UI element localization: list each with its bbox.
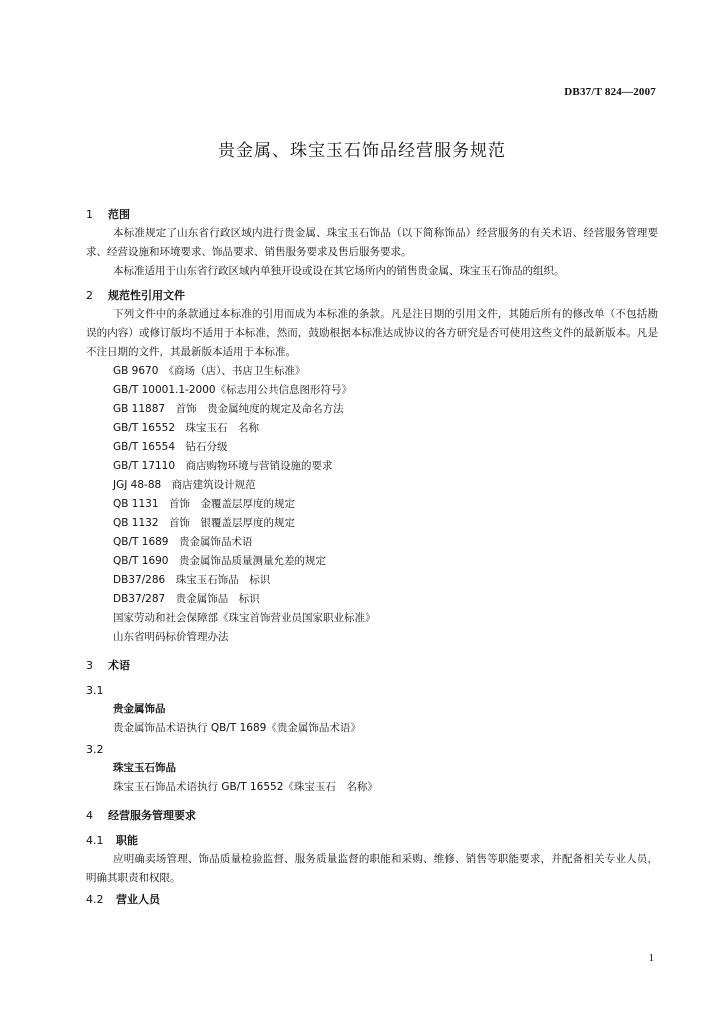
reference-item: GB 11887 首饰 贵金属纯度的规定及命名方法 — [113, 403, 344, 415]
reference-item: GB/T 17110 商店购物环境与营销设施的要求 — [113, 460, 333, 472]
paragraph: 应明确卖场管理、饰品质量检验监督、服务质量监督的职能和采购、维修、销售等职能要求，并配备相关专业人员，明确其职责和权限。 — [86, 853, 658, 884]
reference-item: 山东省明码标价管理办法 — [113, 631, 229, 643]
reference-item: GB/T 10001.1-2000《标志用公共信息图形符号》 — [113, 384, 353, 396]
section-number: 3 — [86, 659, 93, 672]
document-title: 贵金属、珠宝玉石饰品经营服务规范 — [218, 141, 506, 161]
term-name: 珠宝玉石饰品 — [113, 762, 176, 774]
section-number: 4 — [86, 809, 93, 822]
section-title: 范围 — [108, 208, 130, 221]
section-title: 术语 — [108, 659, 130, 672]
paragraph: 下列文件中的条款通过本标准的引用而成为本标准的条款。凡是注日期的引用文件，其随后所有的修改单（不包括勘误的内容）或修订版均不适用于本标准，然而，鼓励根据本标准达成协议的各方研究是否可使用这些文件的最新版本。凡是不注日期的文件，其最新版本适用于本标准。 — [86, 308, 658, 358]
section-heading — [86, 657, 658, 675]
page-number: 1 — [648, 952, 654, 964]
reference-item: GB/T 16552 珠宝玉石 名称 — [113, 422, 260, 434]
reference-item: 国家劳动和社会保障部《珠宝首饰营业员国家职业标准》 — [113, 612, 376, 624]
subsection-heading — [86, 890, 658, 909]
reference-item: QB 1132 首饰 银覆盖层厚度的规定 — [113, 517, 296, 529]
document-code: DB37/T 824—2007 — [564, 86, 656, 98]
term-number: 3.2 — [86, 743, 104, 756]
reference-item: GB/T 16554 钻石分级 — [113, 441, 228, 453]
section-heading — [86, 287, 658, 305]
subsection-number: 4.1 — [86, 834, 104, 847]
paragraph: 本标准适用于山东省行政区域内单独开设或设在其它场所内的销售贵金属、珠宝玉石饰品的组织。 — [113, 265, 565, 277]
section-title: 经营服务管理要求 — [108, 809, 196, 822]
term-number: 3.1 — [86, 684, 104, 697]
subsection-title: 职能 — [116, 834, 138, 847]
reference-item: DB37/287 贵金属饰品 标识 — [113, 593, 260, 605]
section-number: 1 — [86, 208, 93, 221]
subsection-title: 营业人员 — [116, 893, 160, 906]
term-definition: 贵金属饰品术语执行 QB/T 1689《贵金属饰品术语》 — [113, 722, 361, 734]
reference-item: QB/T 1689 贵金属饰品术语 — [113, 536, 253, 548]
term-definition: 珠宝玉石饰品术语执行 GB/T 16552《珠宝玉石 名称》 — [113, 781, 378, 793]
reference-item: QB 1131 首饰 金覆盖层厚度的规定 — [113, 498, 296, 510]
reference-item: GB 9670 《商场（店）、书店卫生标准》 — [113, 365, 306, 377]
document-body — [86, 200, 658, 909]
section-number: 2 — [86, 289, 93, 302]
reference-list — [86, 362, 658, 647]
reference-item: DB37/286 珠宝玉石饰品 标识 — [113, 574, 271, 586]
reference-item: JGJ 48-88 商店建筑设计规范 — [113, 479, 256, 491]
reference-item: QB/T 1690 贵金属饰品质量测量允差的规定 — [113, 555, 326, 567]
section-title: 规范性引用文件 — [108, 289, 185, 302]
section-heading — [86, 807, 658, 825]
subsection-heading — [86, 831, 658, 850]
subsection-number: 4.2 — [86, 893, 104, 906]
paragraph: 本标准规定了山东省行政区域内进行贵金属、珠宝玉石饰品（以下简称饰品）经营服务的有关术语、经营服务管理要求、经营设施和环境要求、饰品要求、销售服务要求及售后服务要求。 — [86, 227, 658, 258]
section-heading — [86, 206, 658, 224]
term-name: 贵金属饰品 — [113, 703, 166, 715]
